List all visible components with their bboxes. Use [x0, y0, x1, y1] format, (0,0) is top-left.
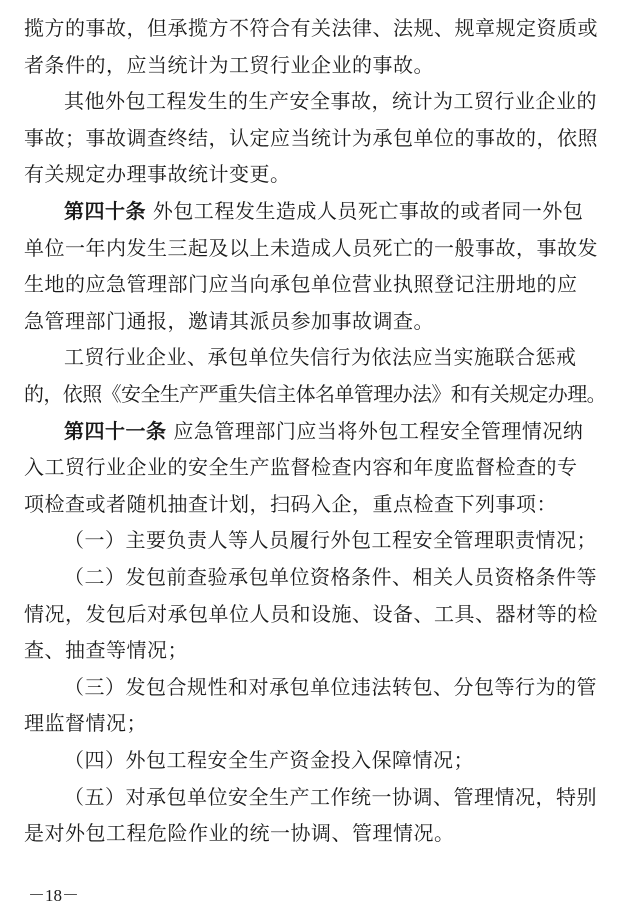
list-item-1: （一）主要负责人等人员履行外包工程安全管理职责情况；: [64, 528, 597, 553]
paragraph-start-line: 工贸行业企业、承包单位失信行为依法应当实施联合惩戒: [64, 345, 577, 370]
list-item-5: （五）对承包单位安全生产工作统一协调、管理情况，特别: [64, 784, 597, 809]
article-40-line: 第四十条 外包工程发生造成人员死亡事故的或者同一外包: [64, 199, 584, 223]
text-line: 项检查或者随机抽查计划，扫码入企，重点检查下列事项：: [24, 491, 557, 516]
text-line: 情况，发包后对承包单位人员和设施、设备、工具、器材等的检: [24, 601, 598, 626]
text-line: 急管理部门通报，邀请其派员参加事故调查。: [24, 308, 434, 333]
text-line: 生地的应急管理部门应当向承包单位营业执照登记注册地的应: [24, 272, 578, 297]
list-item-4: （四）外包工程安全生产资金投入保障情况；: [64, 748, 474, 772]
text-line: 事故；事故调查终结，认定应当统计为承包单位的事故的，依照: [24, 125, 598, 150]
article-41-line: 第四十一条 应急管理部门应当将外包工程安全管理情况纳: [64, 418, 584, 443]
text-line: 入工贸行业企业的安全生产监督检查内容和年度监督检查的专: [24, 455, 578, 480]
list-item-3: （三）发包合规性和对承包单位违法转包、分包等行为的管: [64, 674, 597, 699]
text-line: 查、抽查等情况；: [24, 638, 188, 663]
text-line: 有关规定办理事故统计变更。: [24, 162, 291, 187]
article-41-heading: 第四十一条: [64, 418, 167, 443]
page-number: －18－: [28, 886, 79, 905]
text-line: 的，依照《安全生产严重失信主体名单管理办法》和有关规定办理。: [24, 382, 606, 406]
paragraph-start-line: 其他外包工程发生的生产安全事故，统计为工贸行业企业的: [64, 89, 597, 114]
list-item-2: （二）发包前查验承包单位资格条件、相关人员资格条件等: [64, 565, 597, 589]
article-40-heading: 第四十条: [64, 199, 146, 223]
text-line: 者条件的，应当统计为工贸行业企业的事故。: [24, 52, 434, 77]
text-line: 是对外包工程危险作业的统一协调、管理情况。: [24, 821, 455, 846]
text-line: 理监督情况；: [24, 711, 147, 736]
text-line: 单位一年内发生三起及以上未造成人员死亡的一般事故，事故发: [24, 235, 598, 260]
text-line: 揽方的事故，但承揽方不符合有关法律、法规、规章规定资质或: [24, 16, 598, 40]
